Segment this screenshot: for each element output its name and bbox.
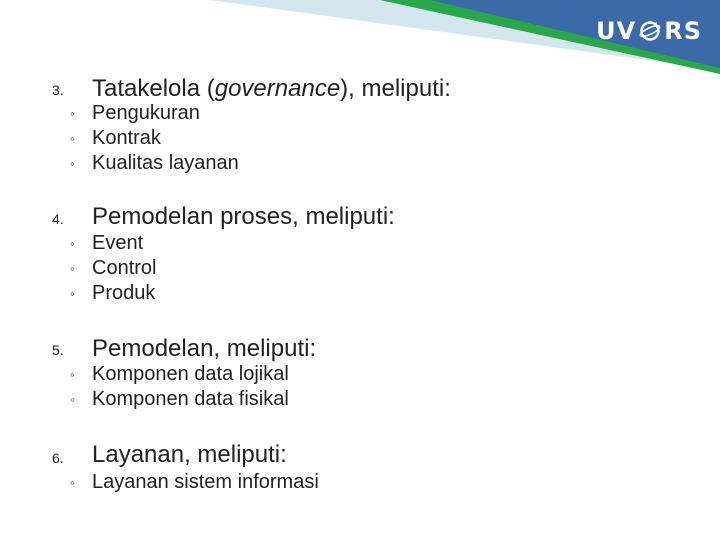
bullet-list <box>70 231 156 306</box>
item-text: Kualitas layanan <box>92 152 239 174</box>
list-item <box>70 256 156 281</box>
bullet-icon: ◦ <box>70 236 75 251</box>
section-heading: Layanan, meliputi: <box>92 441 287 468</box>
bullet-list <box>70 470 319 495</box>
list-item <box>70 387 289 412</box>
list-item <box>70 126 239 151</box>
section-heading: Pemodelan, meliputi: <box>92 335 317 362</box>
list-item <box>70 281 156 306</box>
bullet-list <box>70 101 239 176</box>
bullet-icon: ◦ <box>70 392 75 407</box>
item-text: Komponen data lojikal <box>92 363 289 385</box>
section-heading: Pemodelan proses, meliputi: <box>92 203 395 230</box>
bullet-icon: ◦ <box>70 131 75 146</box>
bullet-icon: ◦ <box>70 475 75 490</box>
heading-prefix: Tatakelola ( <box>92 75 215 102</box>
bullet-list <box>70 362 289 412</box>
section-number: 6. <box>52 450 64 466</box>
heading-suffix: ), meliputi: <box>340 75 451 102</box>
list-item <box>70 101 239 126</box>
heading-italic: governance <box>214 75 341 102</box>
list-item <box>70 470 319 495</box>
logo-text-left: UV <box>596 17 637 45</box>
section-number: 5. <box>52 342 64 358</box>
bullet-icon: ◦ <box>70 286 75 301</box>
section-number: 4. <box>52 211 64 227</box>
item-text: Layanan sistem informasi <box>92 471 319 493</box>
item-text: Event <box>92 232 144 254</box>
section-number: 3. <box>52 82 64 98</box>
section-heading <box>92 75 451 103</box>
item-text: Produk <box>92 282 156 304</box>
item-text: Kontrak <box>92 127 161 149</box>
list-item <box>70 231 156 256</box>
bullet-icon: ◦ <box>70 367 75 382</box>
item-text: Pengukuran <box>92 102 200 124</box>
list-item <box>70 151 239 176</box>
bullet-icon: ◦ <box>70 261 75 276</box>
item-text: Komponen data fisikal <box>92 388 289 410</box>
logo-text-right: RS <box>664 17 702 45</box>
item-text: Control <box>92 257 157 279</box>
list-item <box>70 362 289 387</box>
bullet-icon: ◦ <box>70 106 75 121</box>
bullet-icon: ◦ <box>70 156 75 171</box>
